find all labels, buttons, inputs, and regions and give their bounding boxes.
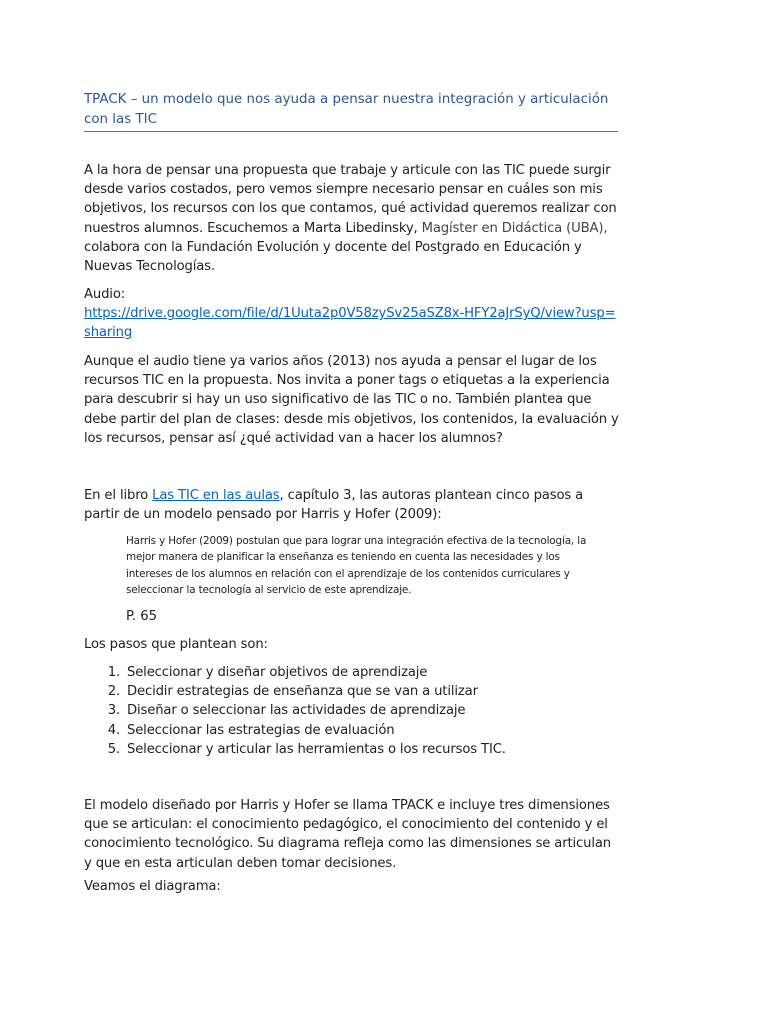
list-item: [84, 701, 620, 720]
list-item: [84, 740, 620, 759]
list-item: [84, 721, 620, 740]
list-item: [84, 682, 620, 701]
intro-text: A la hora de pensar una propuesta que trabaje y articule con las TIC puede surgir desde varios costados, pero vemos siempre necesario pensar en cuáles son mis objetivos, los recursos con los que contamos, qué actividad queremos realizar con nuestros alumnos. Escuchemos a Marta Libedinsky,: [84, 163, 617, 236]
list-item: [84, 663, 620, 682]
steps-list: [84, 663, 620, 759]
book-text-before: En el libro: [84, 488, 153, 503]
intro-paragraph: [84, 161, 620, 276]
list-number: 4.: [107, 722, 120, 738]
book-text-after: , capítulo 3, las autoras plantean cinco pasos a partir de un modelo pensado por Harris y Hofer (2009):: [84, 488, 584, 523]
audio-label: Audio:: [84, 287, 126, 302]
list-text: Seleccionar y articular las herramientas o los recursos TIC.: [127, 741, 506, 757]
model-paragraph: El modelo diseñado por Harris y Hofer se llama TPACK e incluye tres dimensiones que se articulan: el conocimiento pedagógico, el conocimiento del contenido y el conocimiento tecnológico. Su diagrama refleja como las dimensiones se articulan y que en esta articulan deben tomar decisiones.: [84, 798, 612, 871]
list-number: 5.: [107, 741, 120, 757]
list-text: Decidir estrategias de enseñanza que se van a utilizar: [127, 684, 478, 700]
audio-link[interactable]: https://drive.google.com/file/d/1Uuta2p0V58zySv25aSZ8x-HFY2aJrSyQ/view?usp=sharing: [84, 306, 616, 341]
document-title: TPACK – un modelo que nos ayuda a pensar nuestra integración y articulación con las TIC: [84, 92, 609, 127]
list-text: Diseñar o seleccionar las actividades de aprendizaje: [127, 703, 466, 719]
audio-paragraph: [84, 285, 620, 343]
audio-discussion-paragraph: Aunque el audio tiene ya varios años (2013) nos ayuda a pensar el lugar de los recursos TIC en la propuesta. Nos invita a poner tags o etiquetas a la experiencia para descubrir si hay un uso significativo de las TIC o no. También plantea que debe partir del plan de clases: desde mis objetivos, los contenidos, la evaluación y los recursos, pensar así ¿qué actividad van a hacer los alumnos?: [84, 354, 619, 446]
book-paragraph: [84, 486, 620, 524]
steps-intro: Los pasos que plantean son:: [84, 637, 268, 652]
list-text: Seleccionar y diseñar objetivos de aprendizaje: [127, 665, 428, 680]
quote-page-reference: P. 65: [126, 609, 158, 624]
list-number: 2.: [107, 684, 120, 700]
intro-credential-text: Magíster en Didáctica (UBA),: [421, 220, 608, 236]
list-number: 1.: [107, 665, 120, 680]
block-quote: Harris y Hofer (2009) postulan que para lograr una integración efectiva de la tecnología, la mejor manera de planificar la enseñanza es teniendo en cuenta las necesidades y los intereses de los alumnos en relación con el aprendizaje de los contenidos curriculares y seleccionar la tecnología al servicio de este aprendizaje.: [126, 535, 587, 596]
document-page: [84, 0, 620, 1024]
list-text: Seleccionar las estrategias de evaluación: [127, 722, 395, 738]
list-number: 3.: [107, 703, 120, 719]
closing-line: Veamos el diagrama:: [84, 879, 221, 894]
title-underline-divider: [84, 131, 618, 132]
intro-text-end: colabora con la Fundación Evolución y docente del Postgrado en Educación y Nuevas Tecnologías.: [84, 239, 582, 275]
book-link[interactable]: Las TIC en las aulas: [152, 488, 280, 503]
